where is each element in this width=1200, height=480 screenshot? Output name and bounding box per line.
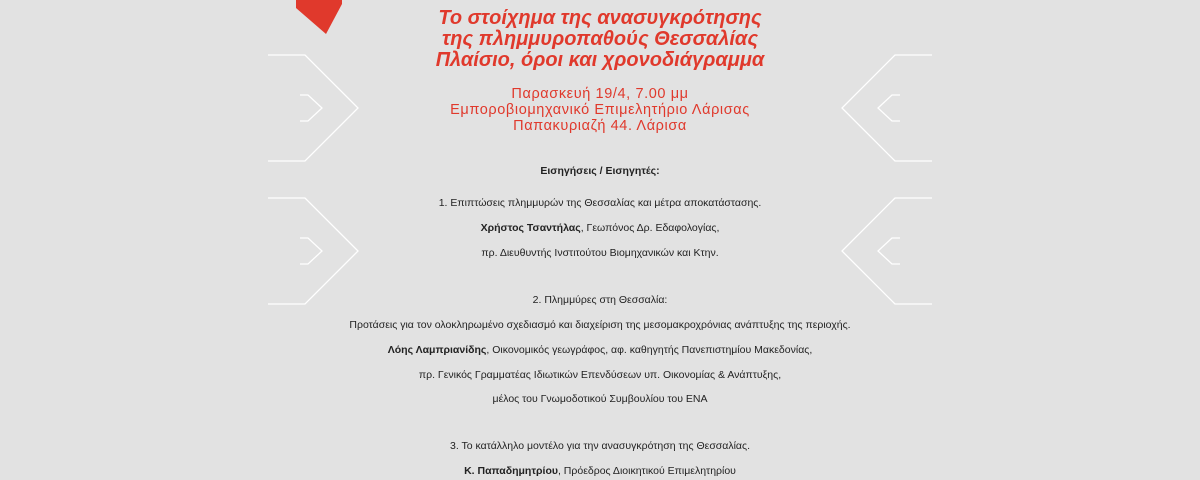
talk-3-speaker: Κ. Παπαδημητρίου: [464, 465, 558, 477]
talk-1-title: 1. Επιπτώσεις πλημμυρών της Θεσσαλίας και μέτρα αποκατάστασης.: [438, 197, 762, 209]
title-line-2: της πλημμυροπαθούς Θεσσαλίας: [442, 28, 758, 50]
talk-1-speaker: Χρήστος Τσαντήλας: [480, 222, 581, 234]
talk-2-speaker-desc: , Οικονομικός γεωγράφος, αφ. καθηγητής Πανεπιστημίου Μακεδονίας,: [486, 344, 813, 356]
talk-2-speaker: Λόης Λαμπριανίδης: [387, 344, 487, 356]
event-address: Παπακυριαζή 44. Λάρισα: [513, 118, 687, 134]
talk-2-subtitle: Προτάσεις για τον ολοκληρωμένο σχεδιασμό και διαχείριση της μεσομακροχρόνιας ανάπτυξης της περιοχής.: [349, 319, 851, 331]
talk-3-title: 3. Το κατάλληλο μοντέλο για την ανασυγκρότηση της Θεσσαλίας.: [450, 440, 750, 452]
talk-2-title: 2. Πλημμύρες στη Θεσσαλία:: [532, 294, 668, 306]
talk-3-speaker-line: [0, 464, 1200, 478]
talk-3-speaker-desc: , Πρόεδρος Διοικητικού Επιμελητηρίου: [557, 465, 736, 477]
talk-1-speaker-desc: , Γεωπόνος Δρ. Εδαφολογίας,: [580, 222, 720, 234]
event-venue: Εμποροβιομηχανικό Επιμελητήριο Λάρισας: [450, 102, 750, 118]
title-line-3: Πλαίσιο, όροι και χρονοδιάγραμμα: [435, 49, 765, 71]
talk-2-extra-2: μέλος του Γνωμοδοτικού Συμβουλίου του ΕΝΑ: [492, 393, 708, 405]
talk-1-extra-1: πρ. Διευθυντής Ινστιτούτου Βιομηχανικών και Κτην.: [481, 247, 719, 259]
speakers-heading: Εισηγήσεις / Εισηγητές:: [540, 165, 660, 177]
talk-2-extra-1: πρ. Γενικός Γραμματέας Ιδιωτικών Επενδύσεων υπ. Οικονομίας & Ανάπτυξης,: [418, 369, 782, 381]
title-line-1: Το στοίχημα της ανασυγκρότησης: [438, 7, 762, 29]
talk-1-speaker-line: [0, 221, 1200, 235]
talk-2-speaker-line: [0, 343, 1200, 357]
event-date: Παρασκευή 19/4, 7.00 μμ: [511, 86, 689, 102]
